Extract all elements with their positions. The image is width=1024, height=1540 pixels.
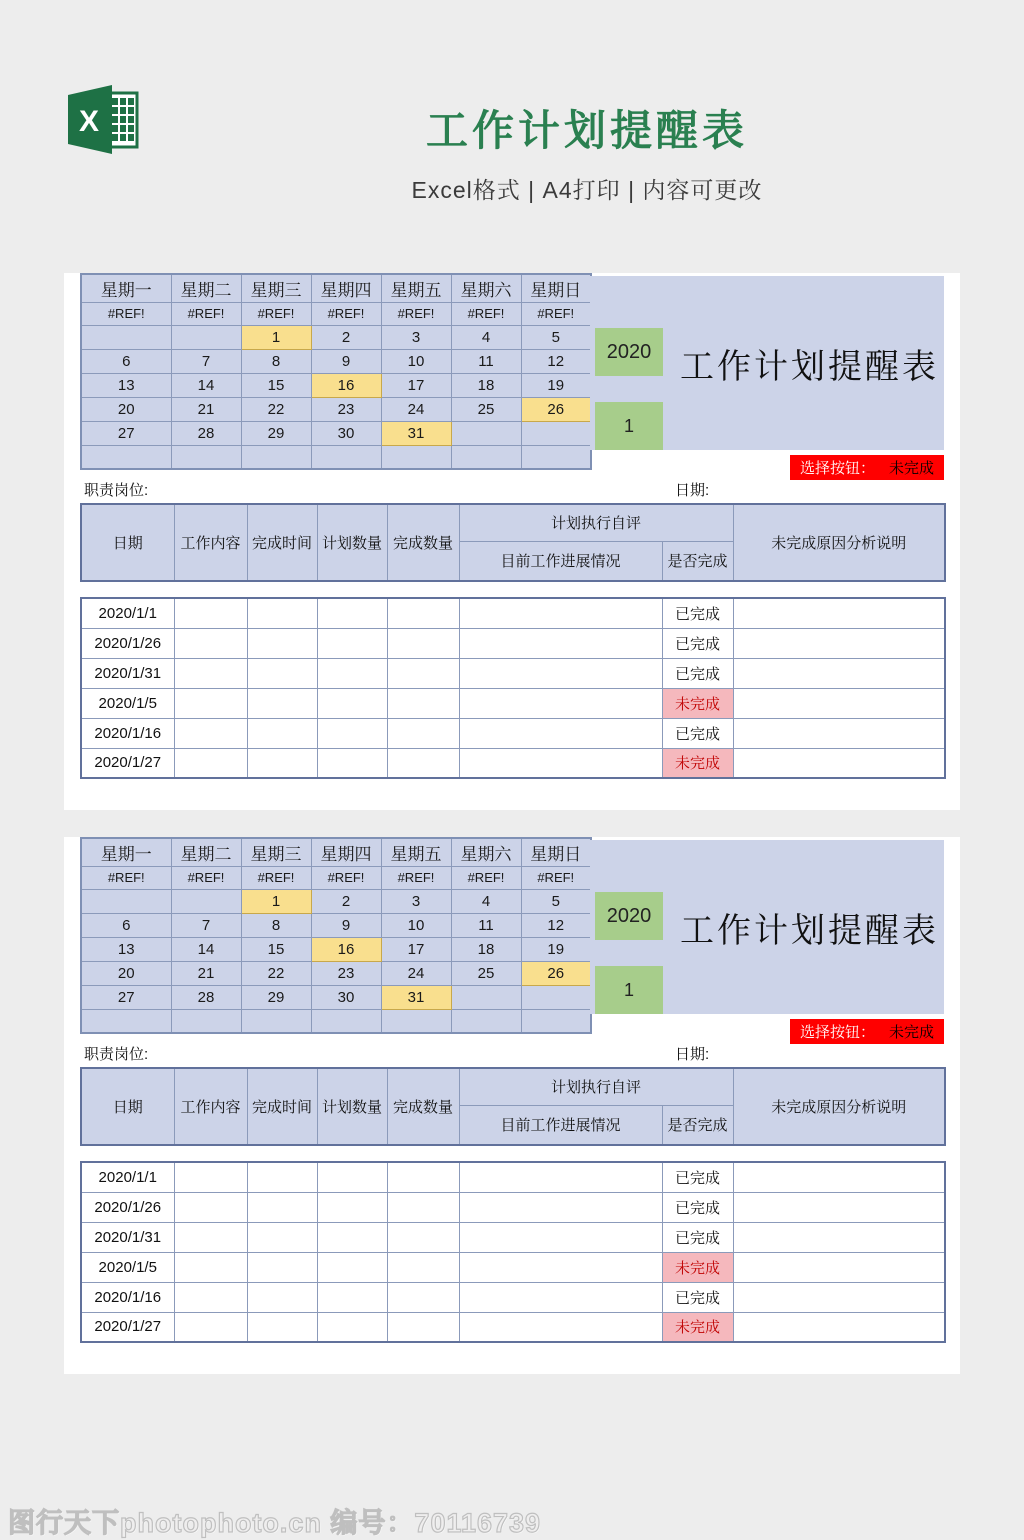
done-qty-cell	[387, 748, 459, 778]
table-row	[81, 1282, 945, 1312]
select-button-label: 选择按钮：	[799, 1024, 875, 1041]
col-header-content: 工作内容	[174, 1068, 247, 1145]
calendar-title-block	[80, 273, 944, 478]
day-cell	[521, 421, 591, 445]
day-cell: 31	[381, 421, 451, 445]
content-cell	[174, 688, 247, 718]
day-cell	[81, 325, 171, 349]
table-row	[81, 1162, 945, 1192]
day-cell	[381, 1009, 451, 1033]
day-cell: 7	[171, 349, 241, 373]
calendar-week-row	[81, 397, 591, 421]
table-row	[81, 1312, 945, 1342]
date-cell: 2020/1/5	[81, 688, 174, 718]
plan-qty-cell	[317, 1252, 387, 1282]
col-header-done-qty: 完成数量	[387, 1068, 459, 1145]
calendar-week-row	[81, 889, 591, 913]
day-cell: 16	[311, 373, 381, 397]
day-cell: 7	[171, 913, 241, 937]
done-qty-cell	[387, 1282, 459, 1312]
select-button-status: 未完成	[888, 1024, 934, 1041]
content-cell	[174, 1222, 247, 1252]
day-cell: 5	[521, 889, 591, 913]
calendar-body	[81, 838, 591, 1033]
day-cell	[451, 421, 521, 445]
calendar-week-row	[81, 1009, 591, 1033]
weekday-cell: 星期日	[521, 274, 591, 302]
year-cell: 2020	[595, 328, 663, 376]
position-label: 职责岗位:	[84, 1046, 149, 1063]
day-cell: 15	[241, 937, 311, 961]
plan-qty-cell	[317, 1192, 387, 1222]
status-select-button[interactable]	[790, 455, 944, 480]
progress-cell	[459, 1162, 662, 1192]
day-cell: 6	[81, 349, 171, 373]
content-cell	[174, 748, 247, 778]
status-cell: 未完成	[662, 688, 733, 718]
status-cell: 未完成	[662, 748, 733, 778]
ref-error-cell: #REF!	[311, 302, 381, 325]
content-cell	[174, 598, 247, 628]
day-cell: 1	[241, 325, 311, 349]
day-cell	[521, 985, 591, 1009]
col-header-plan-qty: 计划数量	[317, 504, 387, 581]
page-header	[0, 0, 1024, 258]
plan-qty-cell	[317, 598, 387, 628]
date-cell: 2020/1/5	[81, 1252, 174, 1282]
day-cell: 2	[311, 325, 381, 349]
ref-error-cell: #REF!	[241, 866, 311, 889]
ref-error-cell: #REF!	[171, 866, 241, 889]
work-table-body	[81, 598, 945, 778]
calendar-ref-row	[81, 866, 591, 889]
date-cell: 2020/1/26	[81, 628, 174, 658]
select-button-status: 未完成	[888, 460, 934, 477]
col-header-progress: 目前工作进展情况	[459, 1105, 662, 1145]
weekday-cell: 星期日	[521, 838, 591, 866]
ref-error-cell: #REF!	[451, 866, 521, 889]
date-cell: 2020/1/16	[81, 718, 174, 748]
calendar-week-row	[81, 961, 591, 985]
day-cell: 26	[521, 961, 591, 985]
status-cell: 已完成	[662, 658, 733, 688]
weekday-cell: 星期二	[171, 838, 241, 866]
day-cell: 22	[241, 397, 311, 421]
done-qty-cell	[387, 628, 459, 658]
date-cell: 2020/1/1	[81, 1162, 174, 1192]
table-row	[81, 658, 945, 688]
panel-2-container	[0, 837, 1024, 1374]
reason-cell	[733, 718, 945, 748]
progress-cell	[459, 688, 662, 718]
day-cell: 11	[451, 349, 521, 373]
calendar-weekday-row	[81, 838, 591, 866]
col-header-content: 工作内容	[174, 504, 247, 581]
done-qty-cell	[387, 1192, 459, 1222]
day-cell: 6	[81, 913, 171, 937]
day-cell: 18	[451, 373, 521, 397]
calendar-week-row	[81, 985, 591, 1009]
day-cell: 13	[81, 373, 171, 397]
weekday-cell: 星期二	[171, 274, 241, 302]
day-cell: 12	[521, 349, 591, 373]
progress-cell	[459, 1252, 662, 1282]
table-row	[81, 1252, 945, 1282]
progress-cell	[459, 1192, 662, 1222]
day-cell: 31	[381, 985, 451, 1009]
reason-cell	[733, 1312, 945, 1342]
day-cell: 28	[171, 985, 241, 1009]
calendar-title-block	[80, 837, 944, 1042]
col-header-finish-time: 完成时间	[247, 1068, 317, 1145]
date-cell: 2020/1/16	[81, 1282, 174, 1312]
reason-cell	[733, 1162, 945, 1192]
page-footer	[0, 1501, 1024, 1540]
content-cell	[174, 1192, 247, 1222]
day-cell	[81, 889, 171, 913]
plan-qty-cell	[317, 1222, 387, 1252]
col-header-done-qty: 完成数量	[387, 504, 459, 581]
title-area	[590, 276, 944, 450]
work-table-body	[81, 1162, 945, 1342]
day-cell	[311, 445, 381, 469]
finish-time-cell	[247, 688, 317, 718]
plan-qty-cell	[317, 628, 387, 658]
work-table-header	[80, 503, 946, 582]
date-cell: 2020/1/27	[81, 748, 174, 778]
table-row	[81, 628, 945, 658]
finish-time-cell	[247, 1252, 317, 1282]
day-cell: 30	[311, 985, 381, 1009]
template-preview-panel	[64, 837, 960, 1374]
day-cell	[381, 445, 451, 469]
work-table-header	[80, 1067, 946, 1146]
labels-row	[80, 1042, 944, 1067]
day-cell: 29	[241, 985, 311, 1009]
done-qty-cell	[387, 658, 459, 688]
day-cell	[171, 889, 241, 913]
status-cell: 已完成	[662, 1192, 733, 1222]
calendar-week-row	[81, 913, 591, 937]
col-header-date: 日期	[81, 504, 174, 581]
day-cell: 18	[451, 937, 521, 961]
day-cell: 29	[241, 421, 311, 445]
weekday-cell: 星期三	[241, 838, 311, 866]
progress-cell	[459, 748, 662, 778]
content-cell	[174, 1252, 247, 1282]
day-cell: 3	[381, 889, 451, 913]
calendar-week-row	[81, 421, 591, 445]
weekday-cell: 星期五	[381, 274, 451, 302]
status-cell: 已完成	[662, 628, 733, 658]
day-cell	[451, 445, 521, 469]
header-text-block	[150, 0, 1024, 205]
title-area	[590, 840, 944, 1014]
day-cell: 21	[171, 397, 241, 421]
day-cell: 21	[171, 961, 241, 985]
day-cell: 23	[311, 397, 381, 421]
day-cell	[521, 1009, 591, 1033]
content-cell	[174, 658, 247, 688]
plan-qty-cell	[317, 748, 387, 778]
plan-qty-cell	[317, 1282, 387, 1312]
day-cell	[171, 325, 241, 349]
day-cell: 25	[451, 397, 521, 421]
plan-qty-cell	[317, 688, 387, 718]
table-row	[81, 748, 945, 778]
progress-cell	[459, 598, 662, 628]
day-cell: 20	[81, 961, 171, 985]
day-cell: 13	[81, 937, 171, 961]
day-cell: 19	[521, 937, 591, 961]
table-row	[81, 718, 945, 748]
day-cell: 27	[81, 421, 171, 445]
day-cell: 4	[451, 325, 521, 349]
day-cell	[451, 1009, 521, 1033]
weekday-cell: 星期五	[381, 838, 451, 866]
date-label: 日期:	[675, 1046, 710, 1063]
day-cell: 17	[381, 937, 451, 961]
day-cell	[451, 985, 521, 1009]
reason-cell	[733, 688, 945, 718]
content-cell	[174, 1312, 247, 1342]
ref-error-cell: #REF!	[451, 302, 521, 325]
month-cell: 1	[595, 966, 663, 1014]
col-header-self-eval: 计划执行自评	[459, 1068, 733, 1105]
day-cell: 30	[311, 421, 381, 445]
done-qty-cell	[387, 718, 459, 748]
finish-time-cell	[247, 658, 317, 688]
day-cell: 17	[381, 373, 451, 397]
excel-logo-icon	[66, 84, 140, 156]
ref-error-cell: #REF!	[521, 866, 591, 889]
reason-cell	[733, 658, 945, 688]
position-label: 职责岗位:	[84, 482, 149, 499]
done-qty-cell	[387, 1312, 459, 1342]
work-table	[80, 597, 946, 779]
ref-error-cell: #REF!	[521, 302, 591, 325]
status-cell: 已完成	[662, 1222, 733, 1252]
calendar-week-row	[81, 325, 591, 349]
finish-time-cell	[247, 718, 317, 748]
template-preview-panel	[64, 273, 960, 810]
weekday-cell: 星期六	[451, 838, 521, 866]
weekday-cell: 星期四	[311, 838, 381, 866]
labels-row	[80, 478, 944, 503]
done-qty-cell	[387, 688, 459, 718]
finish-time-cell	[247, 628, 317, 658]
date-label: 日期:	[675, 482, 710, 499]
done-qty-cell	[387, 1222, 459, 1252]
calendar-week-row	[81, 937, 591, 961]
plan-qty-cell	[317, 1312, 387, 1342]
table-row	[81, 598, 945, 628]
day-cell: 2	[311, 889, 381, 913]
day-cell: 19	[521, 373, 591, 397]
progress-cell	[459, 718, 662, 748]
day-cell: 11	[451, 913, 521, 937]
col-header-finish-time: 完成时间	[247, 504, 317, 581]
reason-cell	[733, 598, 945, 628]
day-cell: 3	[381, 325, 451, 349]
weekday-cell: 星期一	[81, 838, 171, 866]
day-cell: 14	[171, 373, 241, 397]
day-cell: 10	[381, 913, 451, 937]
plan-qty-cell	[317, 658, 387, 688]
month-cell: 1	[595, 402, 663, 450]
done-qty-cell	[387, 1162, 459, 1192]
date-cell: 2020/1/27	[81, 1312, 174, 1342]
calendar-ref-row	[81, 302, 591, 325]
ref-error-cell: #REF!	[241, 302, 311, 325]
col-header-is-done: 是否完成	[662, 1105, 733, 1145]
work-table	[80, 1161, 946, 1343]
status-cell: 未完成	[662, 1252, 733, 1282]
day-cell: 8	[241, 913, 311, 937]
day-cell	[81, 1009, 171, 1033]
col-header-is-done: 是否完成	[662, 541, 733, 581]
calendar-table	[80, 837, 592, 1034]
day-cell	[81, 445, 171, 469]
col-header-plan-qty: 计划数量	[317, 1068, 387, 1145]
date-cell: 2020/1/26	[81, 1192, 174, 1222]
progress-cell	[459, 1222, 662, 1252]
status-cell: 已完成	[662, 718, 733, 748]
reason-cell	[733, 1192, 945, 1222]
calendar-week-row	[81, 373, 591, 397]
svg-text:X: X	[78, 105, 100, 138]
finish-time-cell	[247, 1222, 317, 1252]
weekday-cell: 星期一	[81, 274, 171, 302]
day-cell: 28	[171, 421, 241, 445]
reason-cell	[733, 748, 945, 778]
day-cell: 22	[241, 961, 311, 985]
finish-time-cell	[247, 748, 317, 778]
day-cell: 15	[241, 373, 311, 397]
day-cell	[311, 1009, 381, 1033]
content-cell	[174, 1162, 247, 1192]
day-cell: 16	[311, 937, 381, 961]
page-title: 工作计划提醒表	[425, 107, 748, 154]
plan-qty-cell	[317, 718, 387, 748]
calendar-weekday-row	[81, 274, 591, 302]
weekday-cell: 星期六	[451, 274, 521, 302]
day-cell	[171, 445, 241, 469]
page-subtitle: Excel格式 | A4打印 | 内容可更改	[411, 177, 763, 203]
table-row	[81, 1192, 945, 1222]
panel-title: 工作计划提醒表	[680, 911, 939, 950]
day-cell: 9	[311, 349, 381, 373]
weekday-cell: 星期三	[241, 274, 311, 302]
calendar-table	[80, 273, 592, 470]
col-header-self-eval: 计划执行自评	[459, 504, 733, 541]
weekday-cell: 星期四	[311, 274, 381, 302]
date-cell: 2020/1/1	[81, 598, 174, 628]
status-cell: 已完成	[662, 1162, 733, 1192]
done-qty-cell	[387, 598, 459, 628]
ref-error-cell: #REF!	[171, 302, 241, 325]
status-select-button[interactable]	[790, 1019, 944, 1044]
progress-cell	[459, 658, 662, 688]
calendar-week-row	[81, 349, 591, 373]
day-cell: 5	[521, 325, 591, 349]
col-header-reason: 未完成原因分析说明	[733, 1068, 945, 1145]
ref-error-cell: #REF!	[381, 866, 451, 889]
day-cell	[171, 1009, 241, 1033]
day-cell: 8	[241, 349, 311, 373]
day-cell: 1	[241, 889, 311, 913]
day-cell	[241, 445, 311, 469]
col-header-progress: 目前工作进展情况	[459, 541, 662, 581]
ref-error-cell: #REF!	[81, 302, 171, 325]
panel-title: 工作计划提醒表	[680, 347, 939, 386]
table-row	[81, 1222, 945, 1252]
finish-time-cell	[247, 1162, 317, 1192]
ref-error-cell: #REF!	[381, 302, 451, 325]
table-row	[81, 688, 945, 718]
day-cell: 27	[81, 985, 171, 1009]
day-cell: 14	[171, 937, 241, 961]
col-header-date: 日期	[81, 1068, 174, 1145]
day-cell: 9	[311, 913, 381, 937]
day-cell: 12	[521, 913, 591, 937]
progress-cell	[459, 1312, 662, 1342]
progress-cell	[459, 1282, 662, 1312]
finish-time-cell	[247, 1312, 317, 1342]
date-cell: 2020/1/31	[81, 1222, 174, 1252]
content-cell	[174, 628, 247, 658]
status-cell: 未完成	[662, 1312, 733, 1342]
ref-error-cell: #REF!	[81, 866, 171, 889]
done-qty-cell	[387, 1252, 459, 1282]
reason-cell	[733, 1222, 945, 1252]
col-header-reason: 未完成原因分析说明	[733, 504, 945, 581]
reason-cell	[733, 1252, 945, 1282]
ref-error-cell: #REF!	[311, 866, 381, 889]
reason-cell	[733, 628, 945, 658]
date-cell: 2020/1/31	[81, 658, 174, 688]
day-cell: 20	[81, 397, 171, 421]
day-cell	[241, 1009, 311, 1033]
day-cell	[521, 445, 591, 469]
day-cell: 4	[451, 889, 521, 913]
day-cell: 25	[451, 961, 521, 985]
panel-1-container	[0, 273, 1024, 810]
reason-cell	[733, 1282, 945, 1312]
finish-time-cell	[247, 598, 317, 628]
plan-qty-cell	[317, 1162, 387, 1192]
day-cell: 23	[311, 961, 381, 985]
calendar-body	[81, 274, 591, 469]
status-cell: 已完成	[662, 1282, 733, 1312]
finish-time-cell	[247, 1192, 317, 1222]
status-cell: 已完成	[662, 598, 733, 628]
day-cell: 24	[381, 961, 451, 985]
finish-time-cell	[247, 1282, 317, 1312]
year-cell: 2020	[595, 892, 663, 940]
day-cell: 26	[521, 397, 591, 421]
content-cell	[174, 718, 247, 748]
watermark-text: 图行天下photophoto.cn 编号：70116739	[8, 1508, 542, 1538]
day-cell: 10	[381, 349, 451, 373]
calendar-week-row	[81, 445, 591, 469]
content-cell	[174, 1282, 247, 1312]
progress-cell	[459, 628, 662, 658]
day-cell: 24	[381, 397, 451, 421]
select-button-label: 选择按钮：	[799, 460, 875, 477]
